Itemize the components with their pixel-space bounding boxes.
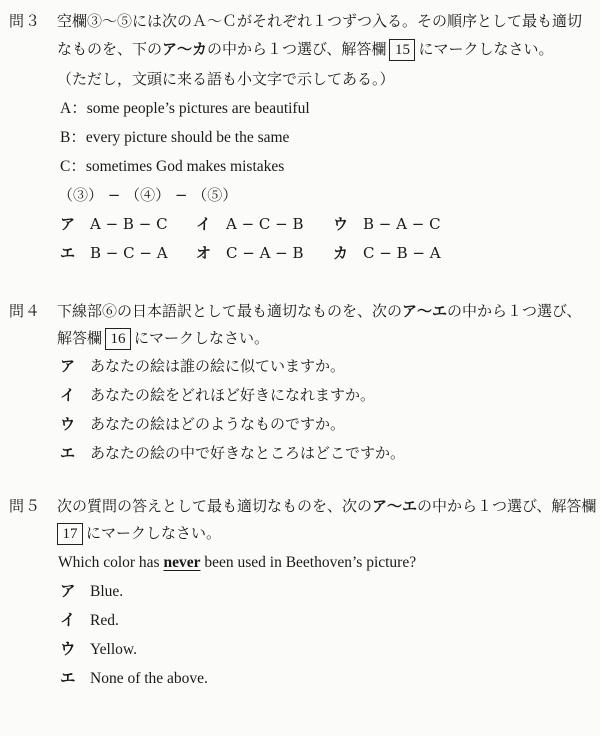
question-number: 問５	[9, 497, 42, 515]
emphasized-word: never	[163, 554, 201, 571]
answer-box: 15	[389, 39, 415, 61]
item-text: every picture should be the same	[85, 129, 290, 146]
instruction-line-1	[57, 497, 596, 516]
choice-a	[60, 357, 345, 376]
question-text-part: Which color has	[58, 554, 164, 571]
instruction-text: の中から１つ選び、解答欄	[417, 497, 597, 515]
choice-text: B − C − A	[90, 244, 168, 262]
choice-text: C − B − A	[363, 244, 441, 262]
instruction-text: 下線部⑥の日本語訳として最も適切なものを、次の	[57, 302, 403, 320]
choice-mark: ア	[60, 357, 76, 375]
choice-d	[60, 244, 168, 263]
choice-text: Blue.	[90, 583, 124, 600]
item-text: some people’s pictures are beautiful	[86, 100, 310, 117]
choice-f	[333, 244, 441, 263]
choice-c	[60, 640, 137, 659]
choice-c	[333, 215, 441, 234]
instruction-text: なものを、下の	[57, 40, 163, 58]
choice-b	[196, 215, 304, 234]
item-label: A：	[60, 100, 87, 117]
item-c	[60, 157, 284, 176]
item-label: C：	[60, 158, 86, 175]
item-b	[60, 128, 289, 147]
item-label: B：	[60, 129, 86, 146]
order-pattern: （③） − （④） − （⑤）	[58, 186, 238, 204]
choice-mark: ア	[60, 582, 76, 600]
choice-text: None of the above.	[90, 670, 208, 687]
instruction-text: の中から１つ選び、解答欄	[207, 40, 387, 58]
choice-text: Yellow.	[90, 641, 137, 658]
note: （ただし，文頭に来る語も小文字で示してある。）	[57, 70, 395, 88]
item-a	[60, 99, 310, 118]
choice-text: あなたの絵は誰の絵に似ていますか。	[90, 357, 346, 375]
choice-text: あなたの絵はどのようなものですか。	[90, 415, 346, 433]
choice-mark: エ	[60, 244, 76, 262]
question-text	[58, 553, 416, 572]
choice-mark: イ	[196, 215, 212, 233]
instruction-line-1	[57, 302, 581, 321]
choice-b	[60, 386, 375, 405]
choice-range: ア〜エ	[402, 302, 448, 320]
choice-text: A − B − C	[90, 215, 168, 233]
choice-mark: ウ	[333, 215, 349, 233]
choice-d	[60, 669, 208, 688]
instruction-text: 空欄③〜⑤には次のＡ〜Ｃがそれぞれ１つずつ入る。その順序として最も適切	[57, 12, 583, 30]
choice-range: ア〜カ	[162, 40, 208, 58]
choice-a	[60, 215, 168, 234]
choice-mark: イ	[60, 611, 76, 629]
question-number: 問４	[9, 302, 42, 320]
question-number: 問３	[9, 12, 42, 30]
instruction-line-2	[57, 39, 553, 61]
instruction-line-2	[54, 523, 221, 545]
choice-mark: イ	[60, 386, 76, 404]
choice-text: Red.	[90, 612, 119, 629]
choice-mark: ウ	[60, 415, 76, 433]
instruction-text: 解答欄	[57, 329, 103, 347]
choice-e	[196, 244, 304, 263]
choice-d	[60, 444, 405, 463]
choice-text: あなたの絵をどれほど好きになれますか。	[90, 386, 376, 404]
choice-mark: エ	[60, 444, 76, 462]
instruction-text: にマークしなさい。	[134, 329, 270, 347]
instruction-line-1	[57, 12, 582, 31]
instruction-text: の中から１つ選び、	[447, 302, 582, 320]
choice-b	[60, 611, 119, 630]
question-text-part: been used in Beethoven’s picture?	[200, 554, 417, 571]
instruction-line-2	[57, 328, 269, 350]
choice-mark: エ	[60, 669, 76, 687]
instruction-text: にマークしなさい。	[86, 524, 222, 542]
instruction-text: 次の質問の答えとして最も適切なものを、次の	[57, 497, 373, 515]
choice-range: ア〜エ	[372, 497, 418, 515]
answer-box: 16	[105, 328, 131, 350]
answer-box: 17	[57, 523, 83, 545]
item-text: sometimes God makes mistakes	[85, 158, 285, 175]
choice-text: B − A − C	[363, 215, 441, 233]
choice-mark: ウ	[60, 640, 76, 658]
choice-mark: オ	[196, 244, 212, 262]
choice-mark: カ	[333, 244, 349, 262]
choice-text: A − C − B	[226, 215, 304, 233]
instruction-text: にマークしなさい。	[418, 40, 554, 58]
choice-mark: ア	[60, 215, 76, 233]
choice-a	[60, 582, 123, 601]
choice-c	[60, 415, 345, 434]
choice-text: C − A − B	[226, 244, 304, 262]
choice-text: あなたの絵の中で好きなところはどこですか。	[90, 444, 406, 462]
